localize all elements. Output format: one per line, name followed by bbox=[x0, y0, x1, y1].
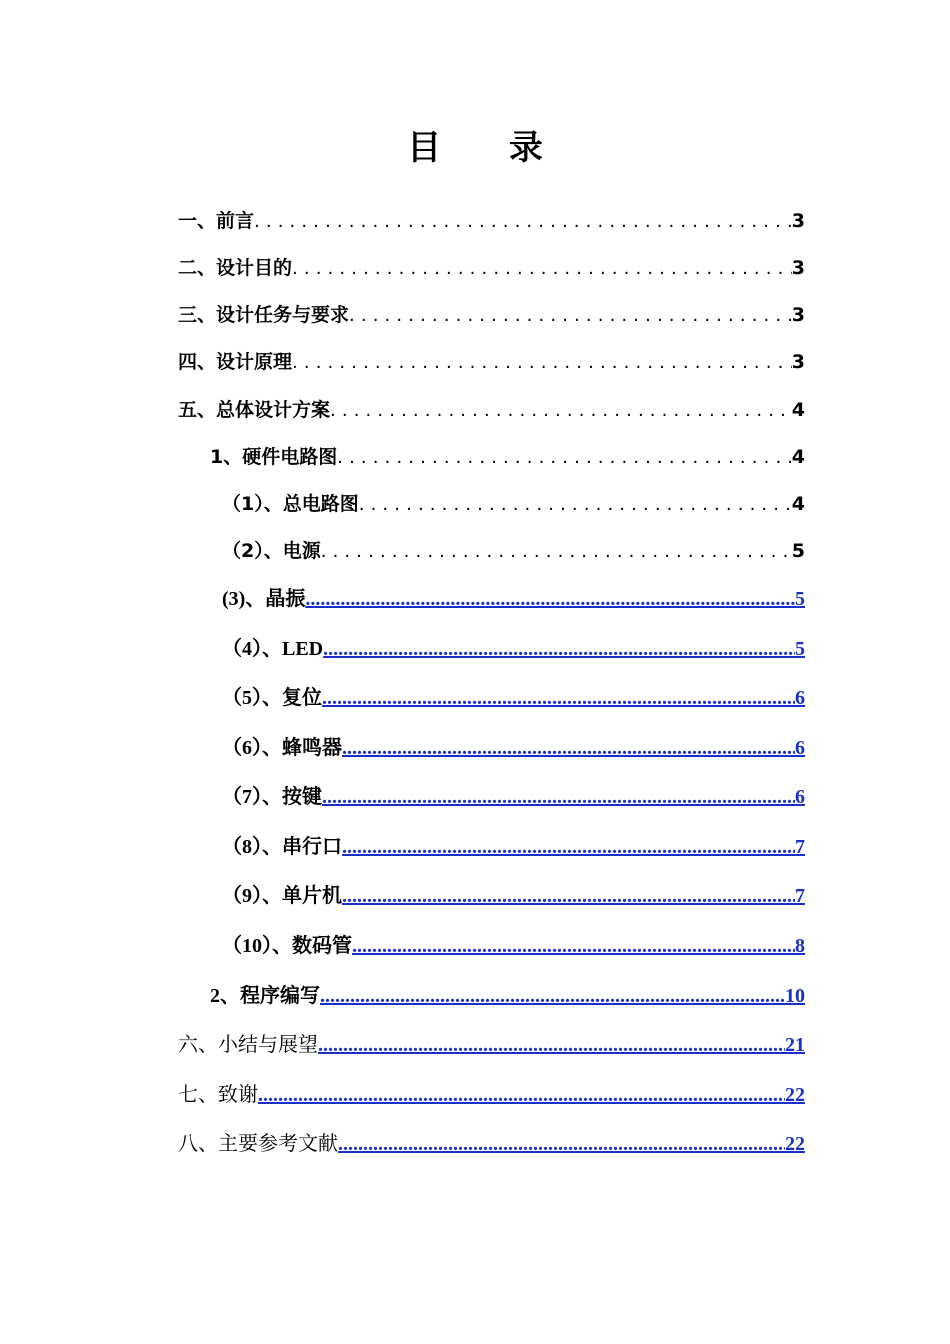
toc-title: 目 录 bbox=[407, 128, 571, 168]
dot-leader[interactable] bbox=[322, 683, 795, 713]
toc-page-number: 3 bbox=[791, 257, 805, 279]
dot-leader bbox=[292, 254, 792, 284]
toc-page-number: 4 bbox=[791, 399, 805, 421]
toc-entry-label: 四、设计原理 bbox=[178, 351, 293, 373]
toc-page-number[interactable]: 21 bbox=[785, 1034, 805, 1056]
toc-entry-serial-port[interactable] bbox=[222, 832, 805, 862]
dot-leader bbox=[337, 443, 792, 473]
toc-entry-label: （7）、按键 bbox=[222, 786, 322, 808]
toc-page-number: 3 bbox=[791, 304, 805, 326]
toc-entry-design-principle[interactable] bbox=[178, 347, 805, 377]
toc-entry-reset[interactable] bbox=[222, 683, 805, 713]
toc-entry-main-circuit[interactable] bbox=[222, 489, 805, 519]
toc-page-number[interactable]: 5 bbox=[795, 638, 805, 660]
toc-entry-overall-design[interactable] bbox=[178, 395, 805, 425]
toc-entry-references[interactable] bbox=[178, 1129, 805, 1159]
toc-page-number[interactable]: 6 bbox=[795, 687, 805, 709]
dot-leader bbox=[330, 396, 792, 426]
toc-entry-label: 八、主要参考文献 bbox=[178, 1133, 338, 1155]
dot-leader[interactable] bbox=[322, 782, 795, 812]
toc-entry-label: 三、设计任务与要求 bbox=[178, 304, 350, 326]
dot-leader[interactable] bbox=[323, 634, 795, 664]
toc-entry-design-purpose[interactable] bbox=[178, 253, 805, 283]
toc-entry-label: （5）、复位 bbox=[222, 687, 322, 709]
toc-entry-mcu[interactable] bbox=[222, 881, 805, 911]
toc-entry-programming[interactable] bbox=[210, 981, 805, 1011]
toc-entry-label: 六、小结与展望 bbox=[178, 1034, 318, 1056]
toc-entry-label: （1）、总电路图 bbox=[222, 493, 359, 515]
toc-entry-label: (3)、晶振 bbox=[222, 588, 306, 610]
toc-entry-label: 1、硬件电路图 bbox=[210, 446, 338, 468]
toc-entry-label: （8）、串行口 bbox=[222, 836, 342, 858]
toc-entry-keys[interactable] bbox=[222, 782, 805, 812]
dot-leader bbox=[349, 301, 792, 331]
toc-entry-buzzer[interactable] bbox=[222, 733, 805, 763]
dot-leader[interactable] bbox=[305, 584, 795, 614]
dot-leader bbox=[254, 207, 792, 237]
toc-entry-label: （6）、蜂鸣器 bbox=[222, 737, 342, 759]
toc-entry-power-supply[interactable] bbox=[222, 536, 805, 566]
toc-entry-label: （9）、单片机 bbox=[222, 885, 342, 907]
dot-leader[interactable] bbox=[318, 1030, 785, 1060]
toc-page-number: 3 bbox=[791, 351, 805, 373]
toc-entry-summary[interactable] bbox=[178, 1030, 805, 1060]
toc-page-number[interactable]: 22 bbox=[785, 1084, 805, 1106]
toc-entry-label: 2、程序编写 bbox=[210, 985, 320, 1007]
toc-entry-label: （2）、电源 bbox=[222, 540, 321, 562]
toc-entry-label: 五、总体设计方案 bbox=[178, 399, 331, 421]
dot-leader bbox=[321, 537, 792, 567]
toc-entry-preface[interactable] bbox=[178, 206, 805, 236]
toc-page-number[interactable]: 8 bbox=[795, 935, 805, 957]
toc-entry-led[interactable] bbox=[222, 634, 805, 664]
toc-page-number[interactable]: 6 bbox=[795, 786, 805, 808]
toc-entry-label: 七、致谢 bbox=[178, 1084, 258, 1106]
toc-page-number: 4 bbox=[791, 493, 805, 515]
toc-entry-label: （4）、LED bbox=[222, 638, 324, 660]
dot-leader[interactable] bbox=[338, 1129, 785, 1159]
toc-entry-label: 一、前言 bbox=[178, 210, 255, 232]
dot-leader[interactable] bbox=[342, 881, 795, 911]
toc-entry-acknowledgements[interactable] bbox=[178, 1080, 805, 1110]
toc-entry-crystal[interactable] bbox=[222, 584, 805, 614]
toc-entry-hardware-circuit[interactable] bbox=[210, 442, 805, 472]
dot-leader bbox=[359, 490, 792, 520]
toc-page-number: 4 bbox=[791, 446, 805, 468]
dot-leader[interactable] bbox=[258, 1080, 785, 1110]
toc-entry-label: 二、设计目的 bbox=[178, 257, 293, 279]
dot-leader[interactable] bbox=[342, 733, 795, 763]
dot-leader[interactable] bbox=[352, 931, 795, 961]
toc-page-number[interactable]: 7 bbox=[795, 885, 805, 907]
toc-entry-segment-display[interactable] bbox=[222, 931, 805, 961]
toc-page-number[interactable]: 22 bbox=[785, 1133, 805, 1155]
dot-leader[interactable] bbox=[320, 981, 785, 1011]
toc-page-number[interactable]: 7 bbox=[795, 836, 805, 858]
dot-leader bbox=[292, 348, 792, 378]
toc-page-number[interactable]: 6 bbox=[795, 737, 805, 759]
toc-page-number: 3 bbox=[791, 210, 805, 232]
toc-page-number[interactable]: 5 bbox=[795, 588, 805, 610]
toc-entry-label: （10）、数码管 bbox=[222, 935, 352, 957]
toc-page-number: 5 bbox=[791, 540, 805, 562]
toc-entry-design-tasks[interactable] bbox=[178, 300, 805, 330]
dot-leader[interactable] bbox=[342, 832, 795, 862]
toc-page-number[interactable]: 10 bbox=[785, 985, 805, 1007]
